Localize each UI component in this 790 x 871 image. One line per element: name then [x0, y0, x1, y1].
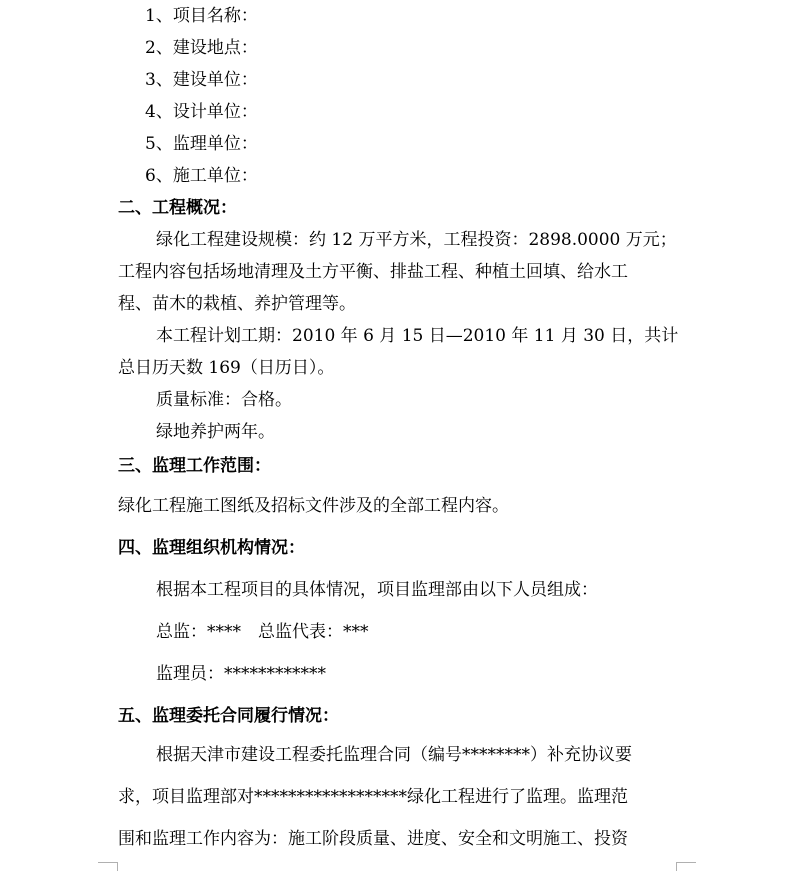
paragraph-line: 绿化工程建设规模：约 12 万平方米，工程投资：2898.0000 万元；: [156, 230, 677, 250]
paragraph-line: 程、苗木的栽植、养护管理等。: [118, 294, 356, 314]
item-construction-unit: 6、施工单位：: [145, 166, 258, 186]
paragraph-line: 工程内容包括场地清理及土方平衡、排盐工程、种植土回填、给水工: [118, 262, 628, 282]
paragraph-line: 绿化工程施工图纸及招标文件涉及的全部工程内容。: [118, 496, 509, 516]
paragraph-line: 根据本工程项目的具体情况，项目监理部由以下人员组成：: [156, 580, 598, 600]
personnel-line: 监理员：************: [156, 664, 326, 684]
crop-mark: [98, 862, 118, 863]
paragraph-line: 根据天津市建设工程委托监理合同（编号********）补充协议要: [156, 745, 632, 765]
item-design-unit: 4、设计单位：: [145, 102, 258, 122]
paragraph-line: 求，项目监理部对******************绿化工程进行了监理。监理范: [118, 787, 628, 807]
crop-mark: [117, 862, 118, 871]
item-project-name: 1、项目名称：: [145, 6, 258, 26]
paragraph-line: 本工程计划工期：2010 年 6 月 15 日—2010 年 11 月 30 日，共计: [156, 326, 679, 346]
section-heading-overview: 二、工程概况：: [118, 198, 237, 218]
paragraph-line: 质量标准：合格。: [156, 390, 292, 410]
paragraph-line: 围和监理工作内容为：施工阶段质量、进度、安全和文明施工、投资: [118, 829, 628, 849]
item-build-location: 2、建设地点：: [145, 38, 258, 58]
item-build-unit: 3、建设单位：: [145, 70, 258, 90]
section-heading-contract: 五、监理委托合同履行情况：: [118, 706, 339, 726]
crop-mark: [676, 862, 696, 863]
personnel-line: 总监：**** 总监代表：***: [156, 622, 369, 642]
crop-mark: [676, 862, 677, 871]
section-heading-organization: 四、监理组织机构情况：: [118, 538, 305, 558]
paragraph-line: 总日历天数 169（日历日）。: [118, 358, 335, 378]
paragraph-line: 绿地养护两年。: [156, 422, 275, 442]
item-supervision-unit: 5、监理单位：: [145, 134, 258, 154]
section-heading-scope: 三、监理工作范围：: [118, 456, 271, 476]
